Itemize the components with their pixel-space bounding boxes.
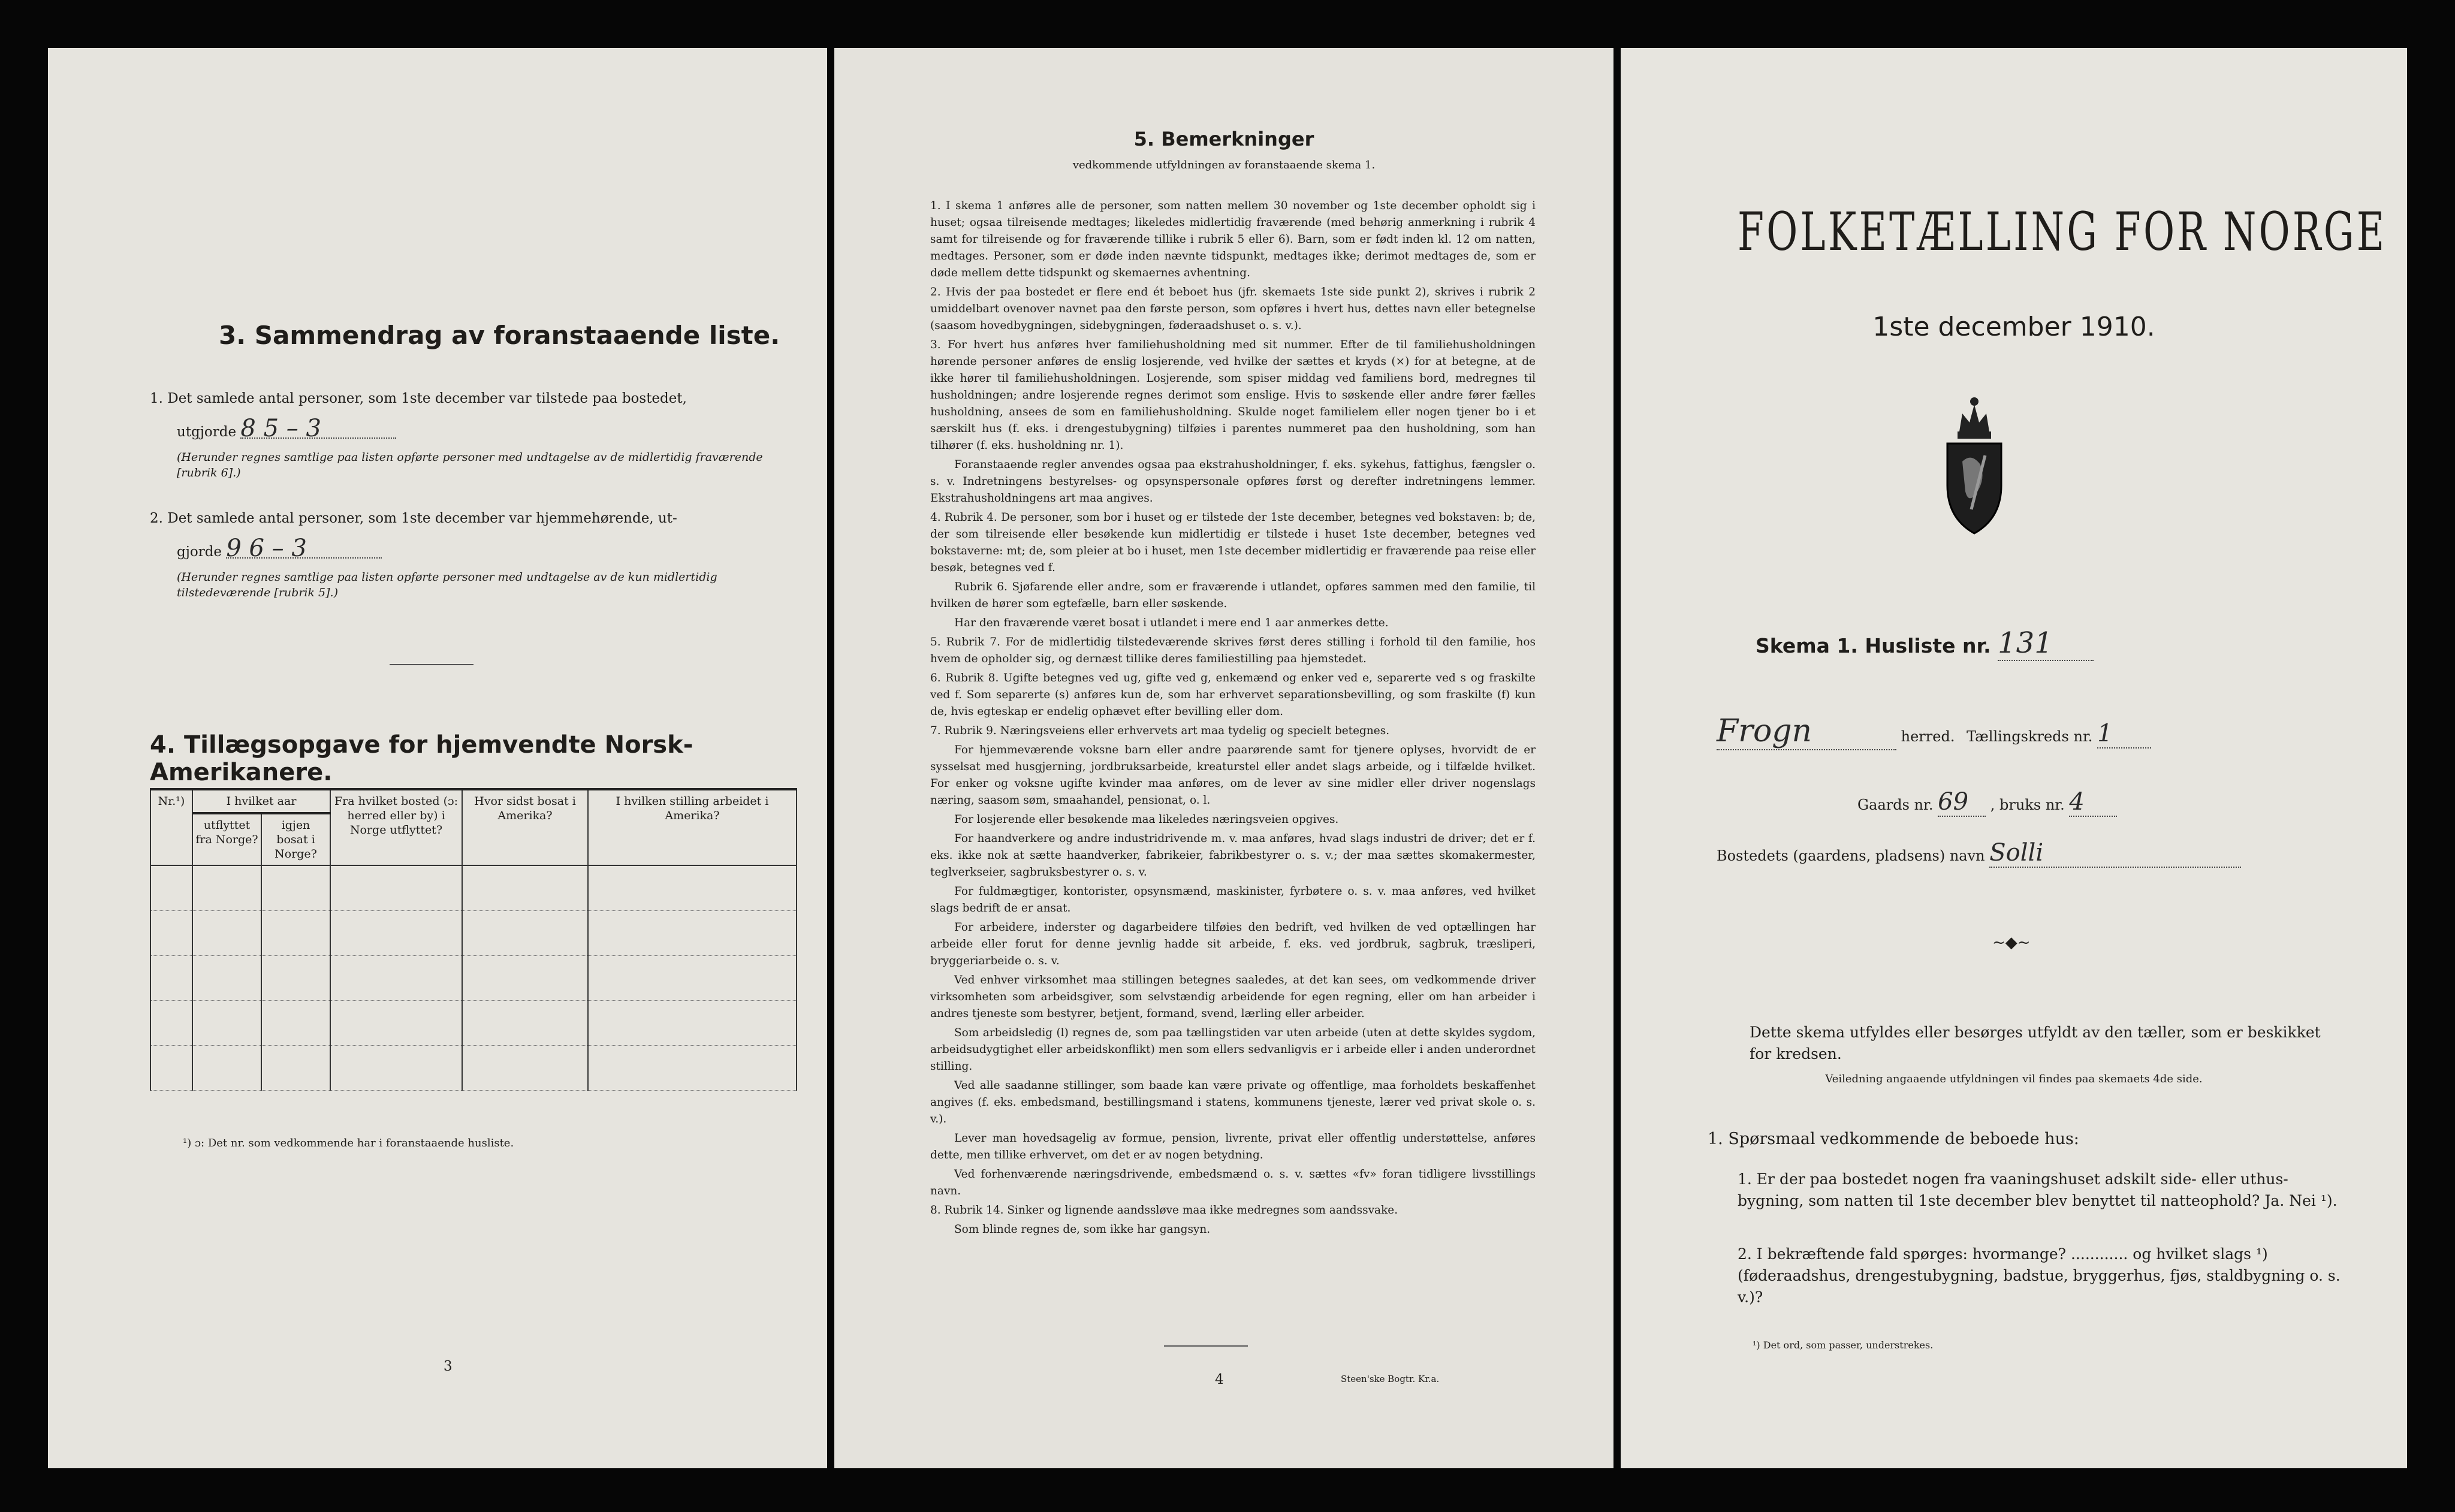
question-2: 2. I bekræftende fald spørges: hvormange? ............ og hvilket slags ¹) (føderaadshus, drengestubygning, badstue, bryggerhus, fjøs, staldbygning o. s. v.)?	[1738, 1245, 2341, 1306]
remark-paragraph: For fuldmægtiger, kontorister, opsynsmænd, maskinister, fyrbøtere o. s. v. maa anføres, ved hvilket slags bedrift de er ansat.	[930, 885, 1536, 915]
item-2-value[interactable]: 9 6 – 3	[226, 539, 382, 559]
coat-of-arms-icon	[1938, 390, 2010, 539]
remark-paragraph: 1. I skema 1 anføres alle de personer, som natten mellem 30 november og 1ste december opholdt sig i huset; ogsaa tilreisende medtages; likeledes midlertidig fraværende (med behørig anmerkning i rubrik 4 samt for tilreisende og for fraværende tillike i rubrik 5 eller 6). Barn, som er født inden kl. 12 om natten, medtages. Personer, som er døde inden nævnte tidspunkt, medtages ikke; derimot medtages de, som er døde mellem dette tidspunkt og skemaernes avhentning.	[930, 200, 1536, 279]
remark-paragraph: Rubrik 6. Sjøfarende eller andre, som er fraværende i utlandet, opføres sammen med den familie, til hvilken de hører som egtefælle, barn eller søskende.	[930, 581, 1536, 610]
divider	[1164, 1345, 1248, 1347]
skema-label: Skema 1. Husliste nr.	[1756, 634, 1991, 657]
questions-header: 1. Spørsmaal vedkommende de beboede hus:	[1708, 1130, 2079, 1148]
instruction-text: Dette skema utfyldes eller besørges utfyldt av den tæller, som er beskikket for kredsen.	[1750, 1024, 2321, 1063]
section-4-title: 4. Tillægsopgave for hjemvendte Norsk-Amerikanere.	[150, 731, 693, 786]
section-3-title: 3. Sammendrag av foranstaaende liste.	[219, 321, 780, 350]
remarks-title: 5. Bemerkninger	[1133, 128, 1314, 150]
summary-item-2: 2. Det samlede antal personer, som 1ste december var hjemmehørende, ut-	[150, 511, 677, 526]
table-row[interactable]	[150, 911, 797, 956]
husliste-number[interactable]: 131	[1998, 626, 2094, 661]
remarks-subtitle: vedkommende utfyldningen av foranstaaende skema 1.	[1072, 159, 1376, 171]
bruks-label: , bruks nr.	[1990, 796, 2065, 813]
remark-paragraph: Som arbeidsledig (l) regnes de, som paa tællingstiden var uten arbeide (uten at dette skyldes sygdom, arbeidsudygtighet eller arbeidskonflikt) men som ellers sedvanligvis er i arbeide eller i anden underordnet stilling.	[930, 1027, 1536, 1073]
item-1-value[interactable]: 8 5 – 3	[240, 420, 396, 439]
guidance-text: Veiledning angaaende utfyldningen vil findes paa skemaets 4de side.	[1825, 1073, 2203, 1085]
item-1-lead: utgjorde	[177, 424, 237, 440]
col-occupation: I hvilken stilling arbeidet i Amerika?	[588, 789, 797, 865]
remarks-body	[930, 198, 1536, 1241]
bosted-field[interactable]: Solli	[1989, 839, 2241, 868]
remark-paragraph: For haandverkere og andre industridrivende m. v. maa anføres, hvad slags industri de driver; det er f. eks. ikke nok at sætte haandverker, fabrikeier, fabrikbestyrer o. s. v.; der maa sættes skomakermester, teglverkseier, sagbruksbestyrer o. s. v.	[930, 832, 1536, 879]
remark-paragraph: 3. For hvert hus anføres hver familiehusholdning med sit nummer. Efter de til familiehusholdningen hørende personer anføres de enslig losjerende, ved hvilke der sættes et kryds (×) for at betegne, at de ikke hører til familiehusholdningen. Losjerende, som spiser middag ved familiens bord, medregnes til husholdningen; andre losjerende regnes derimot som enslige. Hvis to søskende eller andre fører fælles husholdning, ansees de som en familiehusholdning. Skulde noget familielem eller nogen tjener bo i et særskilt hus (f. eks. i drengestubygning) tilføies i parentes nummeret paa den husholdning, som han tilhører (f. eks. husholdning nr. 1).	[930, 339, 1536, 452]
col-emigrated: utflyttet fra Norge?	[192, 813, 261, 865]
page-middle	[834, 48, 1613, 1468]
remark-paragraph: 8. Rubrik 14. Sinker og lignende aandssløve maa ikke medregnes som aandssvake.	[930, 1204, 1398, 1217]
col-year-group: I hvilket aar	[192, 789, 330, 813]
remark-paragraph: Som blinde regnes de, som ikke har gangsyn.	[954, 1223, 1211, 1236]
col-nr: Nr.¹)	[150, 789, 192, 865]
herred-field[interactable]: Frogn	[1717, 713, 1896, 750]
norsk-amerikanere-table	[150, 788, 797, 1091]
col-returned: igjen bosat i Norge?	[261, 813, 330, 865]
question-1: 1. Er der paa bostedet nogen fra vaaningshuset adskilt side- eller uthus-bygning, som natten til 1ste december blev benyttet til natteophold? Ja. Nei ¹).	[1738, 1170, 2338, 1209]
remark-paragraph: Har den fraværende været bosat i utlandet i mere end 1 aar anmerkes dette.	[954, 617, 1389, 629]
table-row[interactable]	[150, 956, 797, 1001]
kreds-field[interactable]: 1	[2097, 720, 2151, 749]
remark-paragraph: Ved alle saadanne stillinger, som baade kan være private og offentlige, maa forholdets beskaffenhet angives (f. eks. embedsmand, bestillingsmand i statens, kommunens tjeneste, lærer ved privat skole o. s. v.).	[930, 1079, 1536, 1125]
bruks-field[interactable]: 4	[2069, 788, 2117, 817]
footnote: ¹) Det ord, som passer, understrekes.	[1753, 1339, 1934, 1351]
table-row[interactable]	[150, 1046, 797, 1091]
bosted-label: Bostedets (gaardens, pladsens) navn	[1717, 847, 1985, 864]
col-from-place: Fra hvilket bosted (ɔ: herred eller by) i Norge utflyttet?	[330, 789, 462, 865]
remark-paragraph: 6. Rubrik 8. Ugifte betegnes ved ug, gifte ved g, enkemænd og enker ved e, separerte ved s og fraskilte ved f. Som separerte (s) anføres kun de, som har erhvervet separationsbevilling, og som fraskilte (f) kun de, hvis egteskap er endelig ophævet efter bevilling eller dom.	[930, 672, 1536, 718]
gaards-label: Gaards nr.	[1857, 796, 1934, 813]
kreds-label: Tællingskreds nr.	[1967, 728, 2093, 745]
item-2-note: (Herunder regnes samtlige paa listen opførte personer med undtagelse av de kun midlertidig tilstedeværende [rubrik 5].)	[177, 571, 717, 599]
remark-paragraph: Ved forhenværende næringsdrivende, embedsmænd o. s. v. sættes «fv» foran tidligere livsstillings navn.	[930, 1168, 1536, 1197]
gaards-field[interactable]: 69	[1938, 788, 1986, 817]
ornament-icon: ~◆~	[1992, 934, 2031, 952]
item-1-note: (Herunder regnes samtlige paa listen opførte personer med undtagelse av de midlertidig fraværende [rubrik 6].)	[177, 451, 763, 479]
remark-paragraph: Lever man hovedsagelig av formue, pension, livrente, privat eller offentlig understøttelse, anføres dette, men tillike erhvervet, om det er av nogen betydning.	[930, 1132, 1536, 1161]
col-last-residence: Hvor sidst bosat i Amerika?	[462, 789, 588, 865]
remark-paragraph: Ved enhver virksomhet maa stillingen betegnes saaledes, at det kan sees, om vedkommende driver virksomheten som arbeidsgiver, som selvstændig arbeidende for egen regning, eller om han arbeider i andres tjeneste som bestyrer, betjent, formand, svend, lærling eller arbeider.	[930, 974, 1536, 1020]
table-row[interactable]	[150, 865, 797, 911]
table-row[interactable]	[150, 1001, 797, 1046]
page-number: 4	[1215, 1372, 1224, 1387]
main-title: FOLKETÆLLING FOR NORGE	[1738, 201, 2387, 262]
remark-paragraph: Foranstaaende regler anvendes ogsaa paa ekstrahusholdninger, f. eks. sykehus, fattighus, fængsler o. s. v. Indretningens bestyrelses- og opsynspersonale opføres først og derefter indretningens lemmer. Ekstrahusholdningens art maa angives.	[930, 458, 1536, 505]
remark-paragraph: 7. Rubrik 9. Næringsveiens eller erhvervets art maa tydelig og specielt betegnes.	[930, 725, 1390, 737]
herred-label: herred.	[1901, 728, 1955, 745]
divider	[390, 664, 473, 665]
item-2-lead: gjorde	[177, 544, 222, 560]
printer-mark: Steen'ske Bogtr. Kr.a.	[1341, 1374, 1440, 1384]
page-number: 3	[444, 1359, 453, 1374]
remark-paragraph: For arbeidere, inderster og dagarbeidere tilføies den bedrift, ved hvilken de ved optællingen har arbeide eller forut for denne jevnlig hadde sit arbeide, f. eks. ved jordbruk, sagbruk, træsliperi, bryggeriarbeide o. s. v.	[930, 921, 1536, 967]
page-left	[48, 48, 827, 1468]
page-right	[1621, 48, 2407, 1468]
remark-paragraph: For losjerende eller besøkende maa likeledes næringsveien opgives.	[954, 813, 1339, 826]
remark-paragraph: For hjemmeværende voksne barn eller andre paarørende samt for tjenere oplyses, hvorvidt de er sysselsat med husgjerning, jordbruksarbeide, kreaturstel eller andet slags arbeide, og i tilfælde hvilket. For enker og voksne ugifte kvinder maa anføres, om de lever av sine midler eller driver nogenslags næring, saasom søm, smaahandel, pensionat, o. l.	[930, 744, 1536, 807]
summary-item-1: 1. Det samlede antal personer, som 1ste december var tilstede paa bostedet,	[150, 391, 687, 406]
remark-paragraph: 4. Rubrik 4. De personer, som bor i huset og er tilstede der 1ste december, betegnes ved bokstaven: b; de, der som tilreisende eller besøkende kun midlertidig er tilstede i huset 1ste december, betegnes ved bokstaverne: mt; de, som pleier at bo i huset, men 1ste december midlertidig er fraværende paa reise eller besøk, betegnes ved f.	[930, 511, 1536, 574]
remark-paragraph: 2. Hvis der paa bostedet er flere end ét beboet hus (jfr. skemaets 1ste side punkt 2), skrives i rubrik 2 umiddelbart ovenover navnet paa den første person, som opføres i hvert hus, dettes navn eller betegnelse (saasom hovedbygningen, sidebygningen, føderaadshuset o. s. v.).	[930, 286, 1536, 332]
table-footnote: ¹) ɔ: Det nr. som vedkommende har i foranstaaende husliste.	[183, 1137, 514, 1149]
census-date: 1ste december 1910.	[1872, 312, 2155, 342]
remark-paragraph: 5. Rubrik 7. For de midlertidig tilstedeværende skrives først deres stilling i forhold til den familie, hos hvem de opholder sig, og dernæst tillike deres familiestilling paa hjemstedet.	[930, 636, 1536, 665]
